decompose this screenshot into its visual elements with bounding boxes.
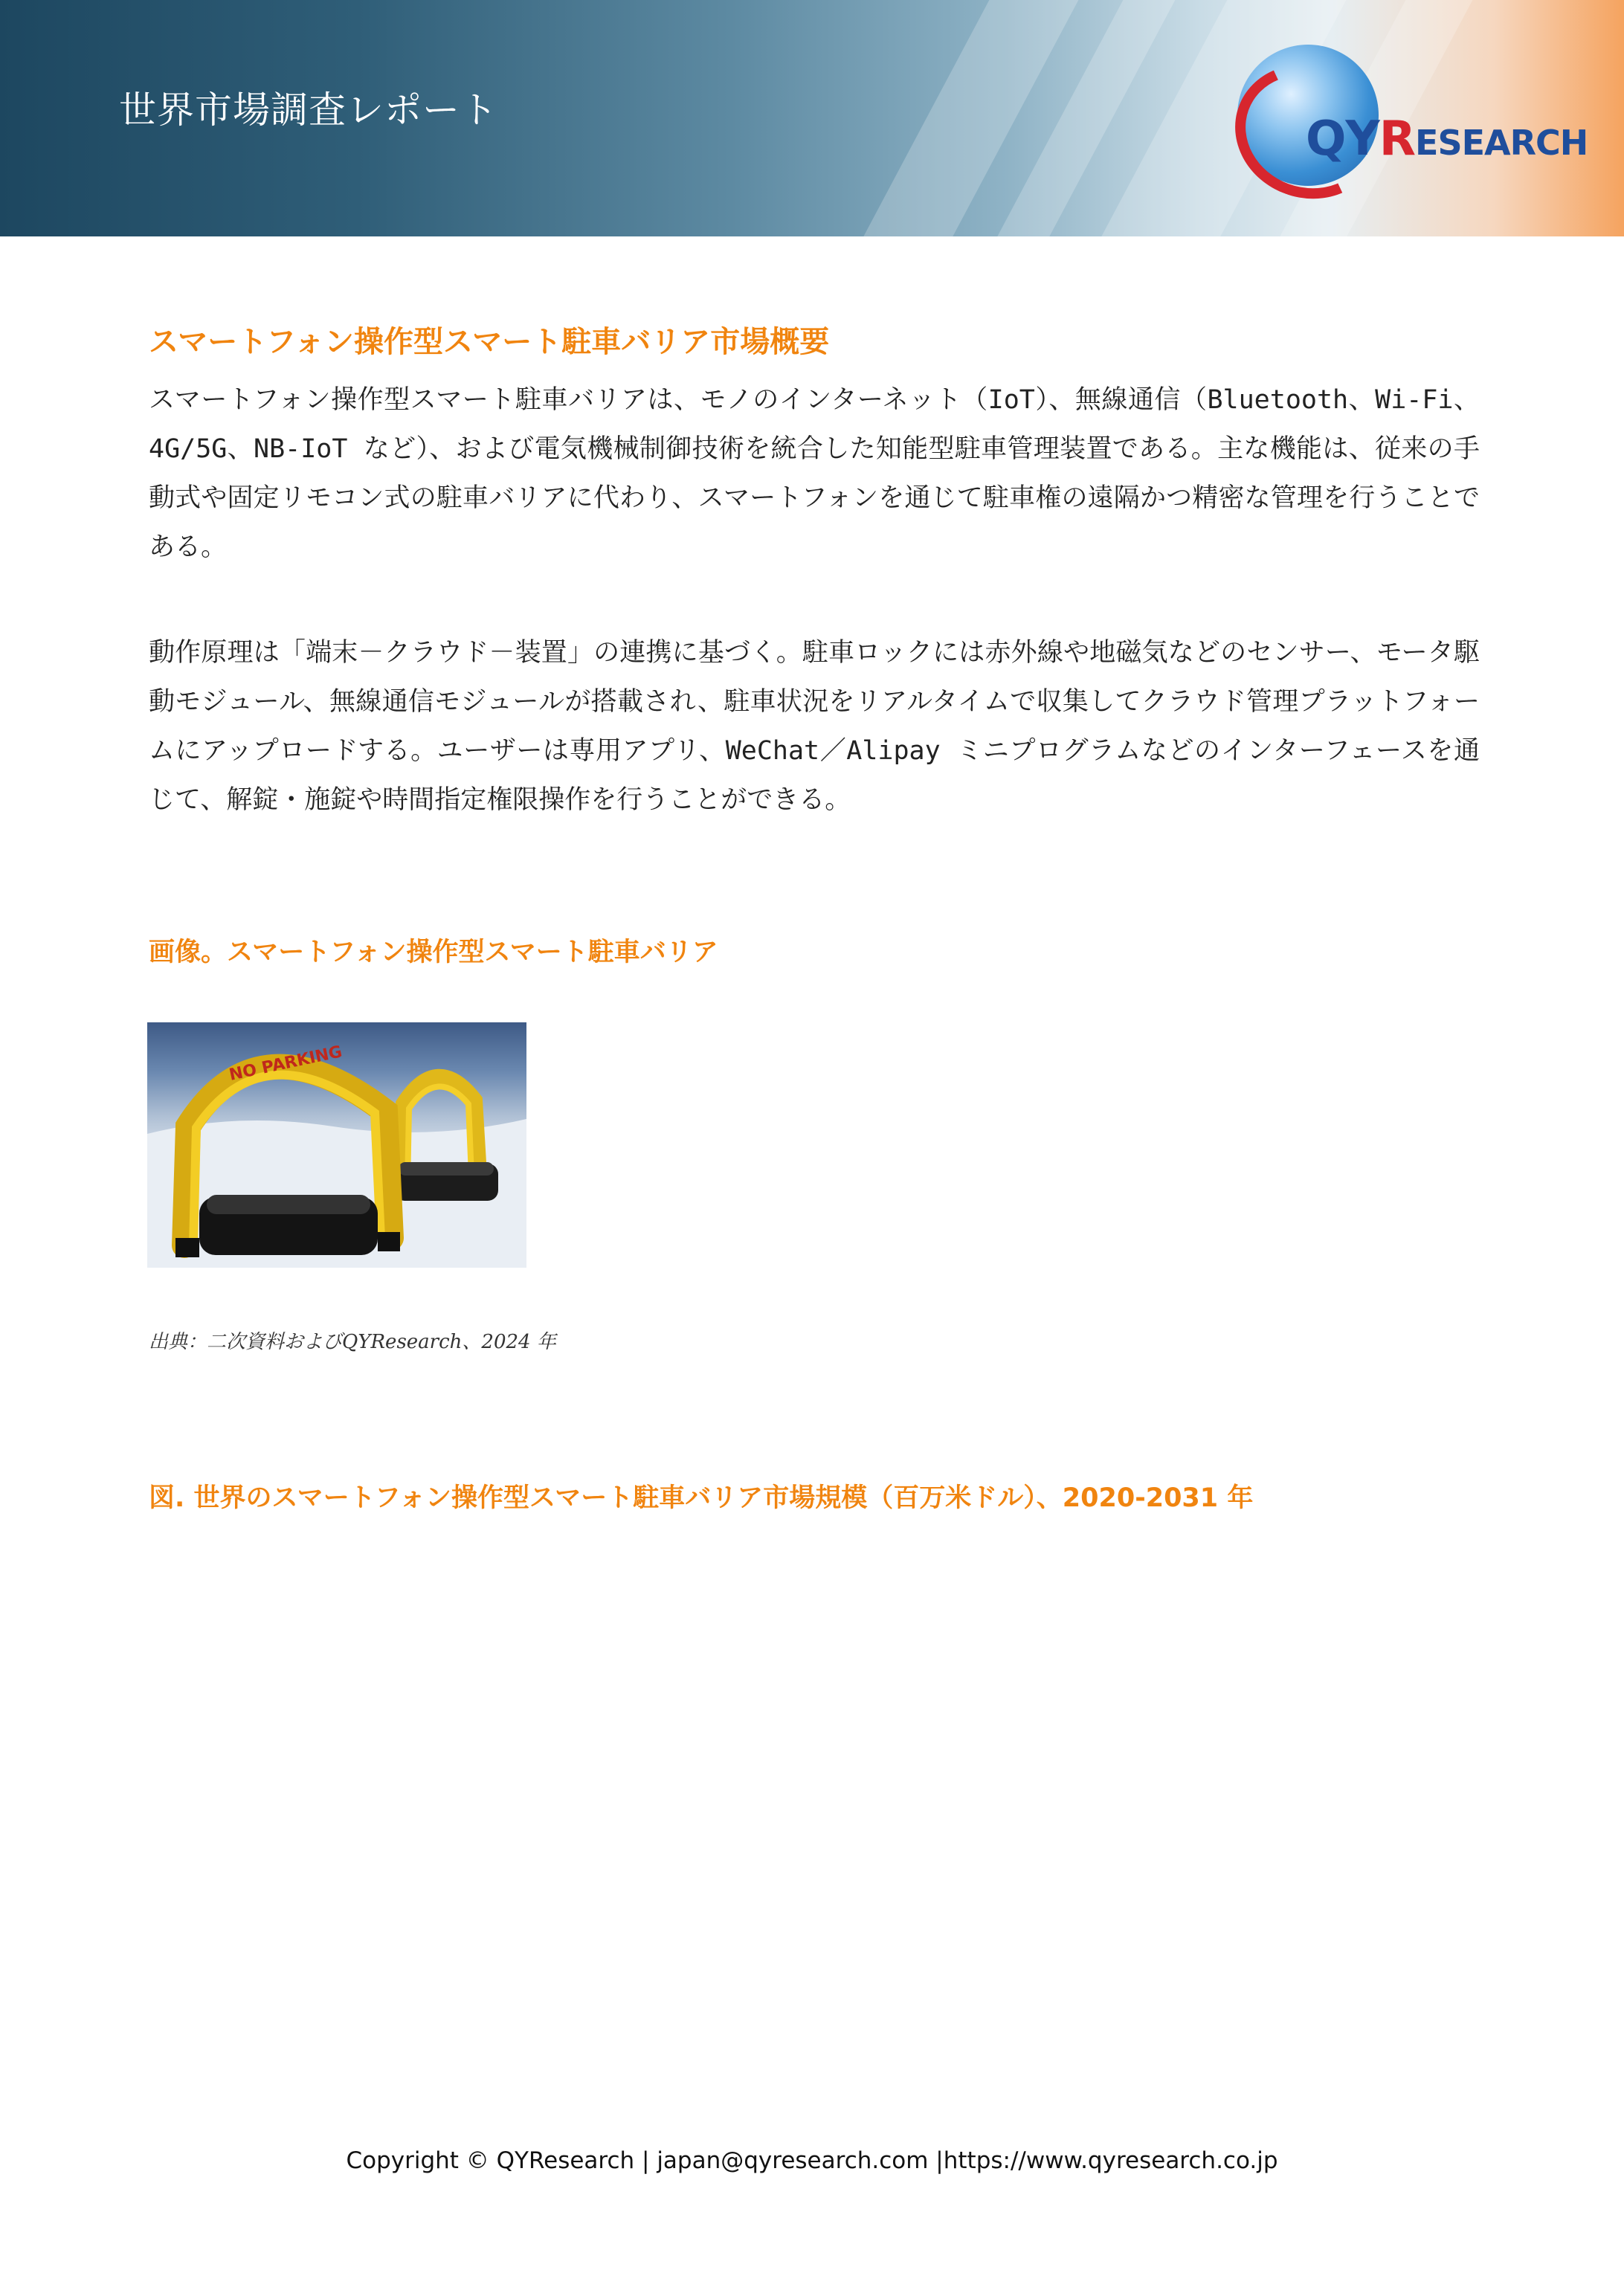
logo-r: R bbox=[1379, 112, 1416, 167]
logo-q: QY bbox=[1306, 112, 1379, 167]
logo-rest: ESEARCH bbox=[1415, 123, 1588, 163]
overview-paragraph-2: 動作原理は「端末－クラウド－装置」の連携に基づく。駐車ロックには赤外線や地磁気などのセンサー、モータ駆動モジュール、無線通信モジュールが搭載され、駐車状況をリアルタイムで収集してクラウド管理プラットフォームにアップロードする。ユーザーは専用アプリ、WeChat／Alipay ミニプログラムなどのインターフェースを通じて、解錠・施錠や時間指定権限操作を行うことができる。 bbox=[149, 638, 1480, 815]
image-source-caption: 出典：二次資料およびQYResearch、2024 年 bbox=[149, 1331, 556, 1353]
parking-barrier-photo bbox=[147, 1022, 526, 1268]
figure-heading: 図. 世界のスマートフォン操作型スマート駐車バリア市場規模（百万米ドル）、2020-2031 年 bbox=[149, 1483, 1254, 1513]
no-parking-sign-text: NO PARKING bbox=[228, 1042, 344, 1085]
page-footer bbox=[0, 2147, 1624, 2174]
overview-paragraph-1: スマートフォン操作型スマート駐車バリアは、モノのインターネット（IoT）、無線通信（Bluetooth、Wi-Fi、4G/5G、NB-IoT など）、および電気機械制御技術を統合した知能型駐車管理装置である。主な機能は、従来の手動式や固定リモコン式の駐車バリアに代わり、スマートフォンを通じて駐車権の遠隔かつ精密な管理を行うことである。 bbox=[149, 385, 1480, 562]
overview-heading: スマートフォン操作型スマート駐車バリア市場概要 bbox=[149, 325, 830, 359]
image-heading: 画像。スマートフォン操作型スマート駐車バリア bbox=[149, 938, 718, 967]
parking-barrier-illustration bbox=[147, 1022, 526, 1268]
qyresearch-logo[interactable] bbox=[1234, 43, 1588, 192]
report-header-banner bbox=[0, 0, 1624, 236]
logo-wordmark bbox=[1306, 112, 1588, 167]
report-type-title: 世界市場調査レポート bbox=[119, 88, 498, 132]
footer-copyright-text[interactable]: Copyright © QYResearch | japan@qyresearch.com |https://www.qyresearch.co.jp bbox=[346, 2147, 1278, 2174]
